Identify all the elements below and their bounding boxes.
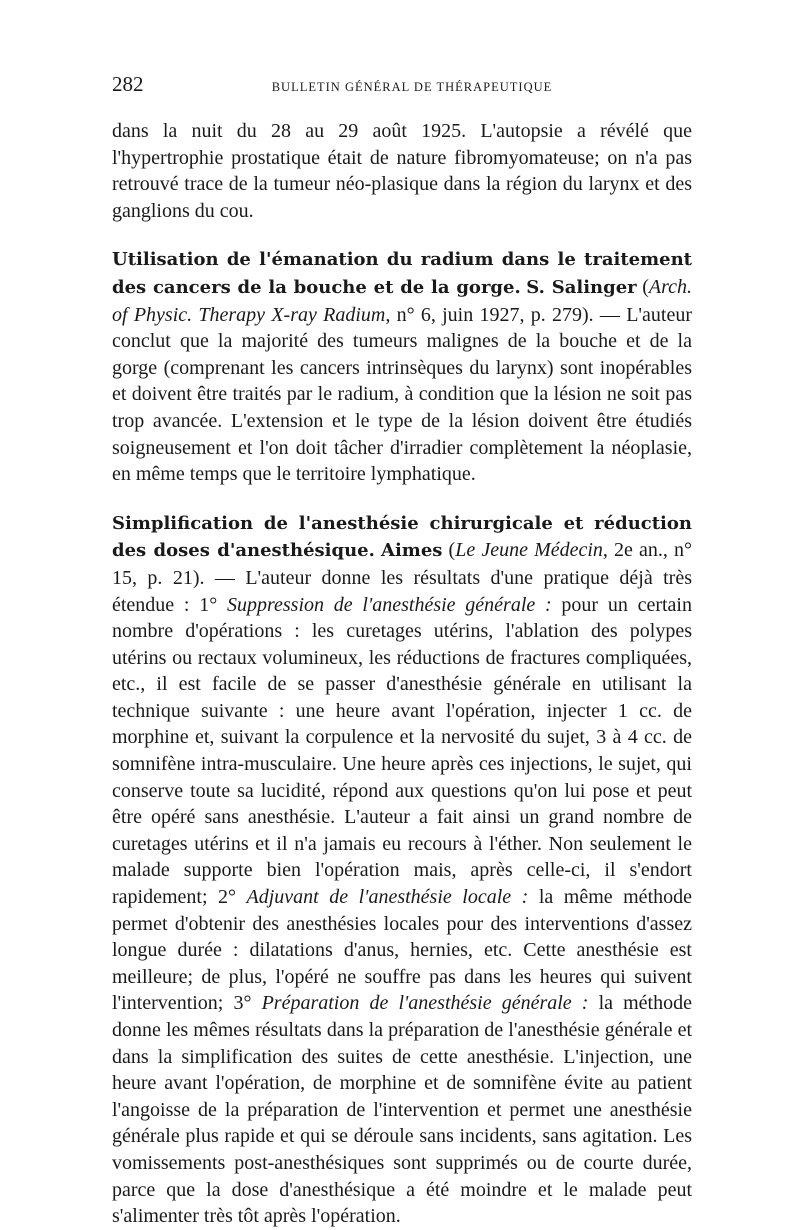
section-text: la même méthode permet d'obtenir des anesthésies locales pour des interventions d'assez longue durée : dilatations d'anus, hernies, etc. Cette anesthésie est meilleure; de plus, l'opéré ne souffre pas dans les heures qui suivent l'intervention; 3° bbox=[112, 886, 692, 1015]
page-number: 282 bbox=[112, 72, 144, 96]
section-title: Suppression de l'anesthésie générale : bbox=[226, 593, 552, 616]
article-author: S. Salinger bbox=[526, 276, 637, 298]
article-title: Utilisation de l'émanation du radium dans le traitement des cancers de la bouche et de la gorge. bbox=[112, 249, 692, 298]
continuation-text: dans la nuit du 28 au 29 août 1925. L'autopsie a révélé que l'hypertrophie prostatique était de nature fibromyomateuse; on n'a pas retrouvé trace de la tumeur néo-plasique dans la région du larynx et des ganglions du cou. bbox=[112, 120, 692, 222]
section-text: pour un certain nombre d'opérations : les curetages utérins, l'ablation des polypes utérins ou rectaux volumineux, les réductions de fractures compliquées, etc., il est facile de se passer d'anesthésie générale en utilisant la technique suivante : une heure avant l'opération, injecter 1 cc. de morphine et, suivant la corpulence et la nervosité du sujet, 3 à 4 cc. de somnifène intra-musculaire. Une heure après ces injections, le sujet, qui conserve toute sa lucidité, répond aux questions qu'on lui pose et peut être opéré sans anesthésie. L'auteur a fait ainsi un grand nombre de curetages utérins et il n'a jamais eu recours à l'éther. Non seulement le malade supporte bien l'opération mais, après celle-ci, il s'endort rapidement; 2° bbox=[112, 593, 692, 909]
continuation-paragraph bbox=[112, 118, 692, 224]
reference-journal: Le Jeune Médecin bbox=[455, 539, 603, 562]
article-body: — L'auteur conclut que la majorité des tumeurs malignes de la bouche et de la gorge (comprenant les cancers intrinsèques du larynx) sont inopérables et doivent être traités par le radium, à condition que la lésion ne soit pas trop avancée. L'extension et le type de la lésion doivent être étudiés soigneusement et l'on doit tâcher d'irradier complètement la néoplasie, en même temps que le territoire lymphatique. bbox=[112, 303, 692, 486]
reference-details: , n° 6, juin 1927, p. 279). bbox=[385, 303, 594, 326]
section-text: la méthode donne les mêmes résultats dans la préparation de l'anesthésie générale et dans la simplification des suites de cette anesthésie. L'injection, une heure avant l'opération, de morphine et de somnifène évite au patient l'angoisse de la préparation de l'intervention et permet une anesthésie générale plus rapide et qui se déroule sans incidents, sans agitation. Les vomissements post-anesthésiques sont supprimés ou de courte durée, parce que la dose d'anesthésique a été moindre et le malade peut s'alimenter très tôt après l'opération. bbox=[112, 992, 692, 1228]
reference-open: ( bbox=[636, 275, 649, 298]
document-page bbox=[112, 72, 692, 1230]
article-anesthesie bbox=[112, 510, 692, 1230]
running-header bbox=[112, 72, 692, 102]
article-radium bbox=[112, 246, 692, 487]
article-author: Aimes bbox=[381, 540, 443, 562]
article-intro: — L'auteur donne les résultats d'une pratique déjà très étendue : 1° bbox=[112, 566, 692, 616]
reference-journal: Arch. of Physic. Therapy X-ray Radium bbox=[112, 275, 692, 326]
section-title: Adjuvant de l'anesthésie locale : bbox=[246, 886, 529, 909]
reference-open: ( bbox=[442, 539, 456, 562]
journal-title: BULLETIN GÉNÉRAL DE THÉRAPEUTIQUE bbox=[271, 80, 553, 94]
reference-details: , 2e an., n° 15, p. 21). bbox=[112, 539, 692, 589]
section-title: Préparation de l'anesthésie générale : bbox=[261, 992, 589, 1015]
article-title: Simplification de l'anesthésie chirurgicale et réduction des doses d'anesthésique. bbox=[112, 512, 692, 562]
